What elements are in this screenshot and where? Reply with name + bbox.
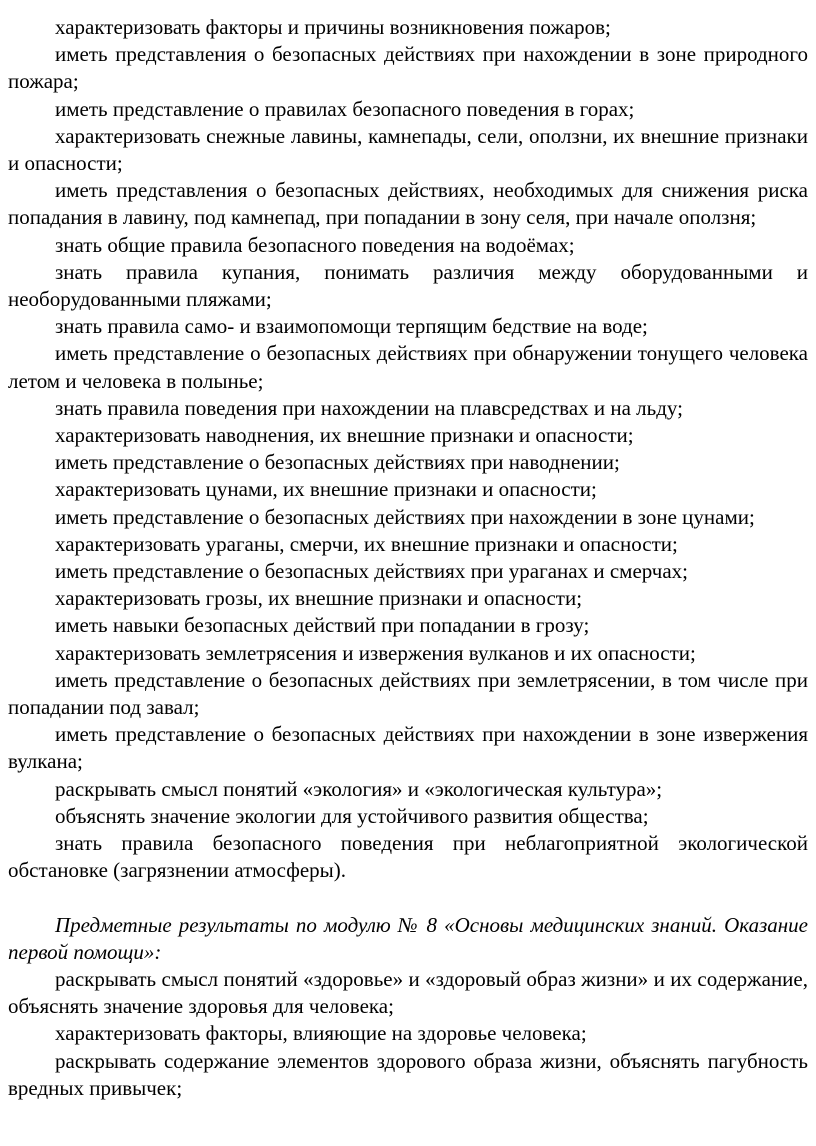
paragraph: знать правила безопасного поведения при неблагоприятной экологической обстановке (загрязнении атмосферы).: [8, 831, 808, 883]
paragraph: иметь представление о безопасных действиях при нахождении в зоне извержения вулкана;: [8, 722, 808, 774]
paragraph: иметь представление о безопасных действиях при обнаружении тонущего человека летом и человека в полынье;: [8, 341, 808, 393]
paragraph: иметь представления о безопасных действиях, необходимых для снижения риска попадания в лавину, под камнепад, при попадании в зону селя, при начале оползня;: [8, 178, 808, 230]
paragraph: знать правила само- и взаимопомощи терпящим бедствие на воде;: [55, 314, 648, 339]
paragraph: характеризовать ураганы, смерчи, их внешние признаки и опасности;: [55, 531, 678, 556]
paragraph: характеризовать грозы, их внешние признаки и опасности;: [55, 586, 583, 611]
paragraph: иметь представление о правилах безопасного поведения в горах;: [55, 96, 635, 121]
paragraph: объяснять значение экологии для устойчивого развития общества;: [55, 803, 649, 828]
paragraph: раскрывать содержание элементов здорового образа жизни, объяснять пагубность вредных привычек;: [8, 1048, 808, 1100]
section-heading: Предметные результаты по модулю № 8 «Основы медицинских знаний. Оказание первой помощи»:: [8, 912, 808, 964]
paragraph: знать общие правила безопасного поведения на водоёмах;: [55, 232, 575, 257]
paragraph: раскрывать смысл понятий «экология» и «экологическая культура»;: [55, 776, 663, 801]
paragraph: иметь представление о безопасных действиях при землетрясении, в том числе при попадании под завал;: [8, 667, 808, 720]
paragraph: характеризовать наводнения, их внешние признаки и опасности;: [55, 423, 634, 448]
paragraph: характеризовать землетрясения и извержения вулканов и их опасности;: [55, 640, 696, 665]
paragraph: характеризовать факторы и причины возникновения пожаров;: [55, 15, 611, 39]
paragraph: иметь представление о безопасных действиях при ураганах и смерчах;: [55, 559, 688, 584]
paragraph: характеризовать факторы, влияющие на здоровье человека;: [55, 1021, 587, 1046]
paragraph: иметь представление о безопасных действиях при наводнении;: [55, 450, 620, 475]
paragraph: знать правила поведения при нахождении на плавсредствах и на льду;: [55, 395, 683, 420]
paragraph-spacer: [8, 885, 808, 912]
paragraph: иметь навыки безопасных действий при попадании в грозу;: [55, 613, 590, 638]
paragraph: иметь представление о безопасных действиях при нахождении в зоне цунами;: [55, 504, 755, 529]
paragraph: знать правила купания, понимать различия между оборудованными и необорудованными пляжами;: [8, 259, 808, 312]
paragraph: иметь представления о безопасных действиях при нахождении в зоне природного пожара;: [8, 42, 808, 94]
paragraph: характеризовать снежные лавины, камнепады, сели, оползни, их внешние признаки и опасности;: [8, 123, 808, 176]
paragraph: характеризовать цунами, их внешние признаки и опасности;: [55, 477, 597, 502]
paragraph: раскрывать смысл понятий «здоровье» и «здоровый образ жизни» и их содержание, объяснять значение здоровья для человека;: [8, 966, 808, 1019]
